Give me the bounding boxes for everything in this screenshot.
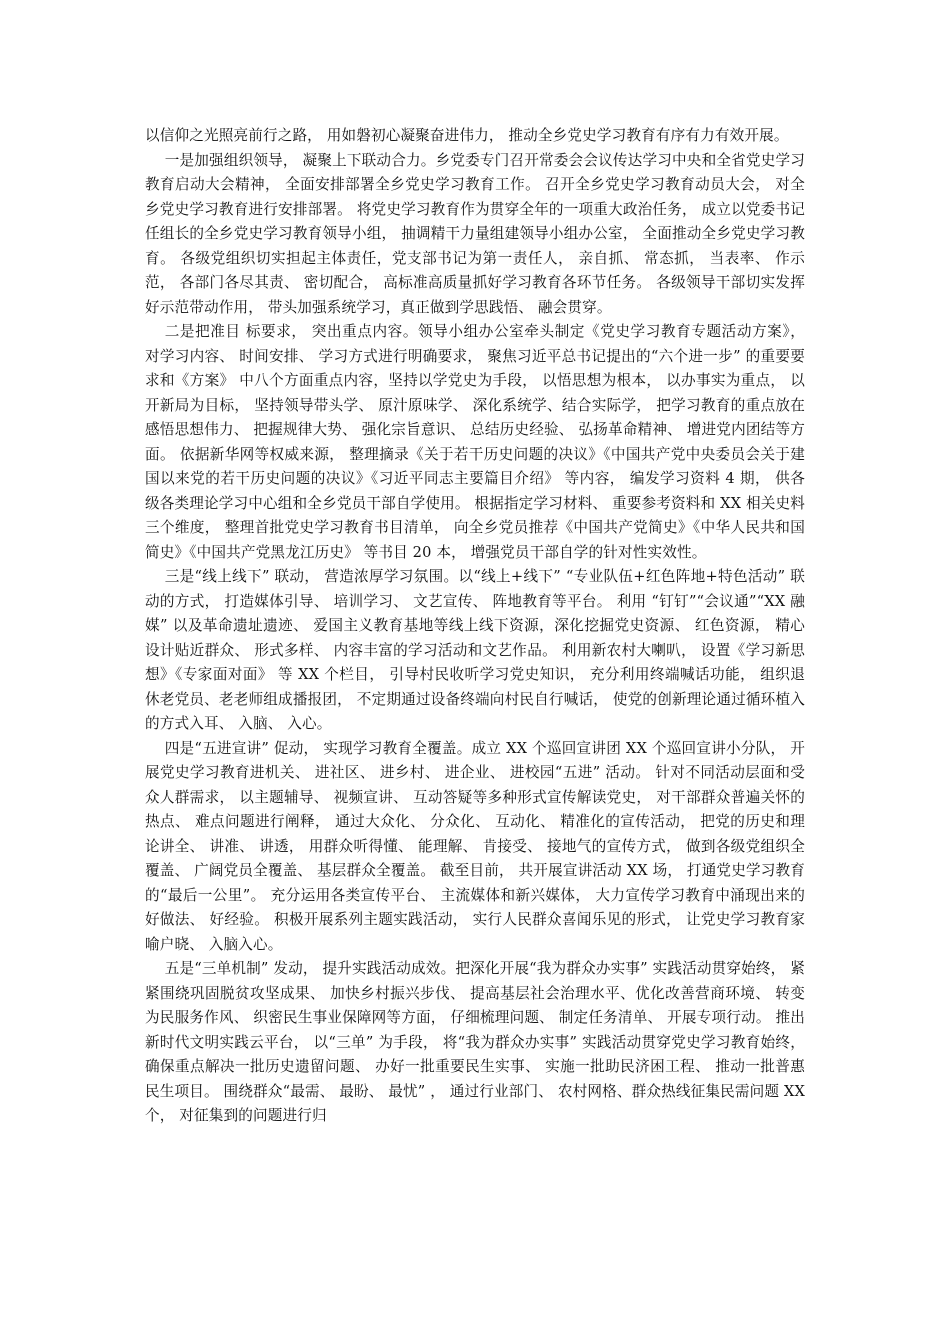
paragraph-five-lectures: 四是“五进宣讲” 促动， 实现学习教育全覆盖。成立 XX 个巡回宣讲团 XX 个巡回宣讲小分队， 开展党史学习教育进机关、 进社区、 进乡村、 进企业、 进校园“五进” 活动。 针对不同活动层面和受众人群需求， 以主题辅导、 视频宣讲、 互动答疑等多种形式宣传解读党史， 对干部群众普遍关怀的热点、 难点问题进行阐释， 通过大众化、 分众化、 互动化、 精准化的宣传活动， 把党的历史和理论讲全、 讲准、 讲透， 用群众听得懂、 能理解、 肯接受、 接地气的宣传方式， 做到各级党组织全覆盖、 广阔党员全覆盖、 基层群众全覆盖。 截至目前， 共开展宣讲活动 XX 场， 打通党史学习教育的“最后一公里”。 充分运用各类宣传平台、 主流媒体和新兴媒体， 大力宣传学习教育中涌现出来的好做法、 好经验。 积极开展系列主题实践活动， 实行人民群众喜闻乐见的形式， 让党史学习教育家喻户晓、 入脑入心。 [145, 739, 805, 953]
paragraph-three-lists: 五是“三单机制” 发动， 提升实践活动成效。把深化开展“我为群众办实事” 实践活动贯穿始终， 紧紧围绕巩固脱贫攻坚成果、 加快乡村振兴步伐、 提高基层社会治理水平、优化改善营商环境、 转变为民服务作风、 织密民生事业保障网等方面， 仔细梳理问题、 制定任务清单、 开展专项行动。 推出新时代文明实践云平台， 以“三单” 为手段， 将“我为群众办实事” 实践活动贯穿党史学习教育始终， 确保重点解决一批历史遗留问题、 办好一批重要民生实事、 实施一批助民济困工程、 推动一批普惠民生项目。 围绕群众“最需、 最盼、 最忧” ， 通过行业部门、 农村网格、群众热线征集民需问题 XX 个， 对征集到的问题进行归 [145, 960, 805, 1124]
paragraph-online-offline: 三是“线上线下” 联动， 营造浓厚学习氛围。以“线上+线下” “专业队伍+红色阵地+特色活动” 联动的方式， 打造媒体引导、 培训学习、 文艺宣传、 阵地教育等平台。 利用 “钉钉”“会议通”“XX 融媒” 以及革命遗址遗迹、 爱国主义教育基地等线上线下资源，深化挖掘党史资源、 红色资源， 精心设计贴近群众、 形式多样、 内容丰富的学习活动和文艺作品。 利用新农村大喇叭， 设置《学习新思想》《专家面对面》 等 XX 个栏目， 引导村民收听学习党史知识， 充分利用终端喊话功能， 组织退休老党员、老老师组成播报团， 不定期通过设备终端向村民自行喊话， 使党的创新理论通过循环植入的方式入耳、 入脑、 入心。 [145, 568, 805, 732]
paragraph-organization-leadership: 一是加强组织领导， 凝聚上下联动合力。乡党委专门召开常委会会议传达学习中央和全省党史学习教育启动大会精神， 全面安排部署全乡党史学习教育工作。 召开全乡党史学习教育动员大会， 对全乡党史学习教育进行安排部署。 将党史学习教育作为贯穿全年的一项重大政治任务， 成立以党委书记任组长的全乡党史学习教育领导小组， 抽调精干力量组建领导小组办公室， 全面推动全乡党史学习教育。 各级党组织切实担起主体责任，党支部书记为第一责任人， 亲自抓、 常态抓， 当表率、 作示范， 各部门各尽其责、 密切配合， 高标准高质量抓好学习教育各环节任务。 各级领导干部切实发挥好示范带动作用， 带头加强系统学习，真正做到学思践悟、 融会贯穿。 [145, 151, 805, 316]
paragraph-target-requirements: 二是把准目 标要求， 突出重点内容。领导小组办公室牵头制定《党史学习教育专题活动方案》， 对学习内容、 时间安排、 学习方式进行明确要求， 聚焦习近平总书记提出的“六个进一步” 的重要要求和《方案》 中八个方面重点内容，坚持以学党史为手段， 以悟思想为根本， 以办事实为重点， 以开新局为目标， 坚持领导带头学、 原汁原味学、 深化系统学、结合实际学， 把学习教育的重点放在感悟思想伟力、 把握规律大势、 强化宗旨意识、 总结历史经验、 弘扬革命精神、 增进党内团结等方面。 依据新华网等权威来源， 整理摘录《关于若干历史问题的决议》《中国共产党中央委员会关于建国以来党的若干历史问题的决议》《习近平同志主要篇目介绍》 等内容， 编发学习资料 4 期， 供各级各类理论学习中心组和全乡党员干部自学使用。 根据指定学习材料、 重要参考资料和 XX 相关史料三个维度， 整理首批党史学习教育书目清单， 向全乡党员推荐《中国共产党简史》《中华人民共和国简史》《中国共产党黑龙江历史》 等书目 20 本， 增强党员干部自学的针对性实效性。 [145, 323, 805, 561]
document-page [145, 124, 805, 1129]
paragraph-intro-continuation: 以信仰之光照亮前行之路， 用如磐初心凝聚奋进伟力， 推动全乡党史学习教育有序有力有效开展。 [145, 127, 789, 144]
